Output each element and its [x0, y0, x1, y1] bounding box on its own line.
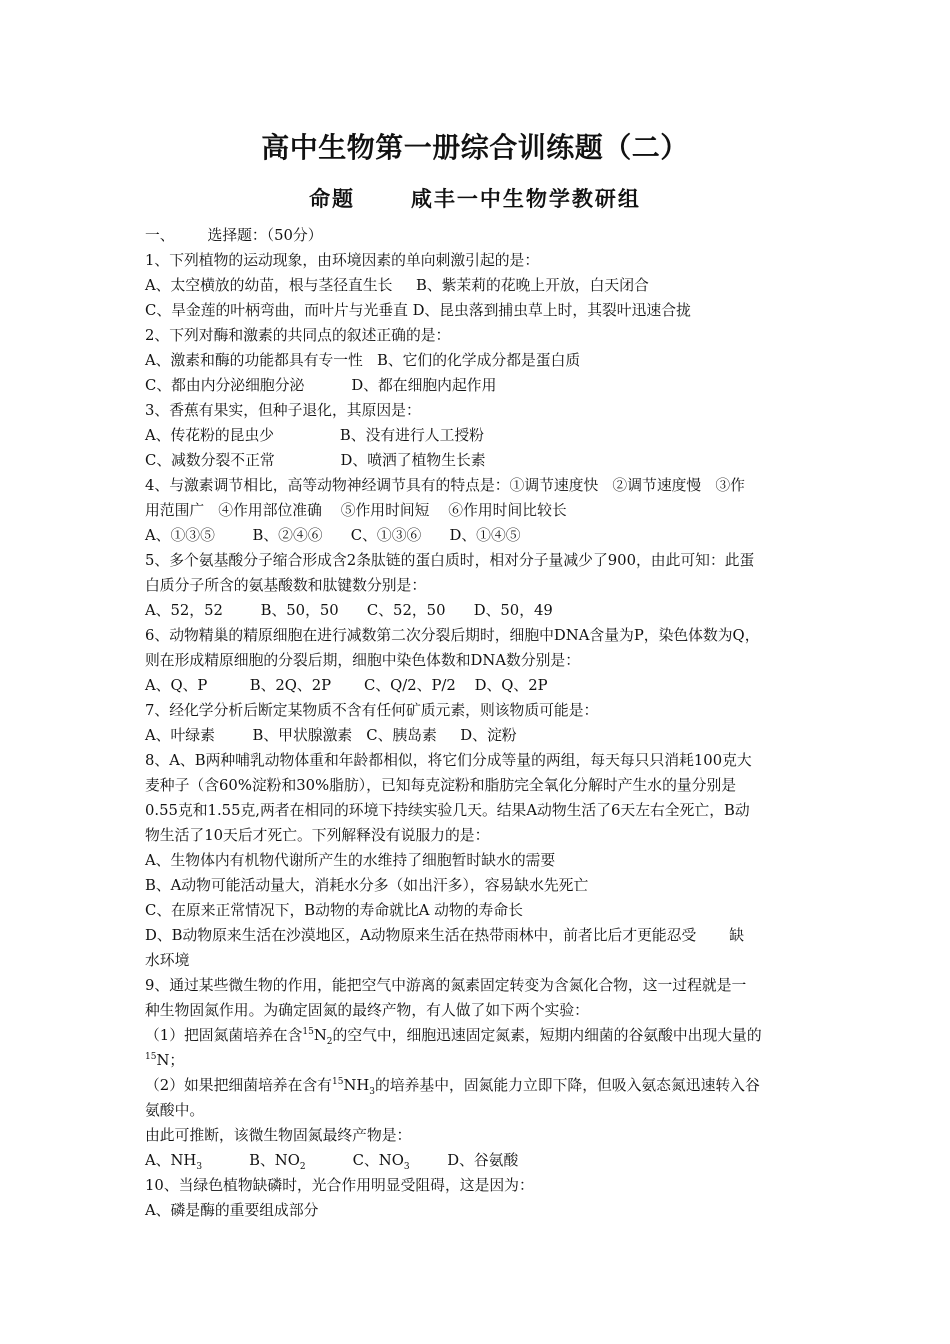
- text-line: 物生活了10天后才死亡。下列解释没有说服力的是：: [145, 827, 490, 844]
- text-line: 6、动物精巢的精原细胞在进行减数第二次分裂后期时，细胞中DNA含量为P，染色体数为Q，: [145, 627, 760, 644]
- text-line: C、在原来正常情况下，B动物的寿命就比A 动物的寿命长: [145, 902, 523, 919]
- text-line: A、$NH_3$ B、$NO_2$ C、$NO_3$ D、谷氨酸: [145, 1152, 519, 1172]
- text-line: 5、多个氨基酸分子缩合形成含2条肽链的蛋白质时，相对分子量减少了900，由此可知：此蛋: [145, 552, 755, 569]
- text-line: A、激素和酶的功能都具有专一性 B、它们的化学成分都是蛋白质: [145, 352, 581, 369]
- text-line: 1、下列植物的运动现象，由环境因素的单向刺激引起的是：: [145, 252, 540, 269]
- text-line: 0.55克和1.55克,两者在相同的环境下持续实验几天。结果A动物生活了6天左右全死亡，B动: [145, 802, 750, 819]
- text-line: 2、下列对酶和激素的共同点的叙述正确的是：: [145, 327, 451, 344]
- text-line: 用范围广 ④作用部位准确 ⑤作用时间短 ⑥作用时间比较长: [145, 502, 567, 519]
- text-line: 4、与激素调节相比，高等动物神经调节具有的特点是：①调节速度快 ②调节速度慢 ③作: [145, 477, 745, 494]
- text-line: 水环境: [145, 952, 190, 969]
- text-line: 则在形成精原细胞的分裂后期，细胞中染色体数和DNA数分别是：: [145, 652, 581, 669]
- text-line: A、Q、P B、2Q、2P C、Q/2、P/2 D、Q、2P: [145, 677, 548, 694]
- text-line: 白质分子所含的氨基酸数和肽键数分别是：: [145, 577, 427, 594]
- text-line: $^{15}$N；: [145, 1052, 185, 1069]
- text-line: 8、A、B两种哺乳动物体重和年龄都相似，将它们分成等量的两组，每天每只只消耗100克大: [145, 752, 752, 769]
- document-title: 高中生物第一册综合训练题（二）: [261, 131, 689, 164]
- text-line: 10、当绿色植物缺磷时，光合作用明显受阻碍，这是因为：: [145, 1177, 534, 1194]
- text-line: 9、通过某些微生物的作用，能把空气中游离的氮素固定转变为含氮化合物，这一过程就是一: [145, 977, 747, 994]
- text-line: A、传花粉的昆虫少 B、没有进行人工授粉: [145, 427, 484, 444]
- text-line: A、磷是酶的重要组成部分: [145, 1202, 319, 1219]
- text-line: （2）如果把细菌培养在含有$^{15}NH_3$的培养基中，固氮能力立即下降，但吸入氨态氮迅速转入谷: [145, 1077, 760, 1097]
- text-line: D、B动物原来生活在沙漠地区，A动物原来生活在热带雨林中，前者比后才更能忍受 缺: [145, 927, 745, 944]
- text-line: A、叶绿素 B、甲状腺激素 C、胰岛素 D、淀粉: [145, 727, 517, 744]
- text-line: 种生物固氮作用。为确定固氮的最终产物，有人做了如下两个实验：: [145, 1002, 589, 1019]
- text-line: 由此可推断，该微生物固氮最终产物是：: [145, 1127, 412, 1144]
- text-line: A、太空横放的幼苗，根与茎径直生长 B、紫茉莉的花晚上开放，白天闭合: [145, 277, 649, 294]
- text-line: B、A动物可能活动量大，消耗水分多（如出汗多），容易缺水先死亡: [145, 877, 589, 894]
- text-line: C、减数分裂不正常 D、喷洒了植物生长素: [145, 452, 486, 469]
- document-subtitle: 命题 咸丰一中生物学教研组: [309, 187, 641, 211]
- text-line: A、52，52 B、50，50 C、52，50 D、50，49: [145, 602, 553, 619]
- text-line: C、旱金莲的叶柄弯曲，而叶片与光垂直 D、昆虫落到捕虫草上时，其裂叶迅速合拢: [145, 302, 691, 319]
- text-line: 一、 选择题：（50分）: [145, 227, 323, 244]
- text-line: 麦种子（含60%淀粉和30%脂肪），已知每克淀粉和脂肪完全氧化分解时产生水的量分别是: [145, 777, 737, 794]
- text-line: A、生物体内有机物代谢所产生的水维持了细胞暂时缺水的需要: [145, 852, 556, 869]
- text-line: C、都由内分泌细胞分泌 D、都在细胞内起作用: [145, 377, 497, 394]
- text-line: 7、经化学分析后断定某物质不含有任何矿质元素，则该物质可能是：: [145, 702, 599, 719]
- text-line: （1）把固氮菌培养在含$^{15}N_2$的空气中，细胞迅速固定氮素，短期内细菌的谷氨酸中出现大量的: [145, 1027, 762, 1047]
- text-line: A、①③⑤ B、②④⑥ C、①③⑥ D、①④⑤: [145, 527, 521, 544]
- text-line: 氨酸中。: [145, 1102, 205, 1119]
- question-body: [145, 223, 811, 1223]
- text-line: 3、香蕉有果实，但种子退化，其原因是：: [145, 402, 421, 419]
